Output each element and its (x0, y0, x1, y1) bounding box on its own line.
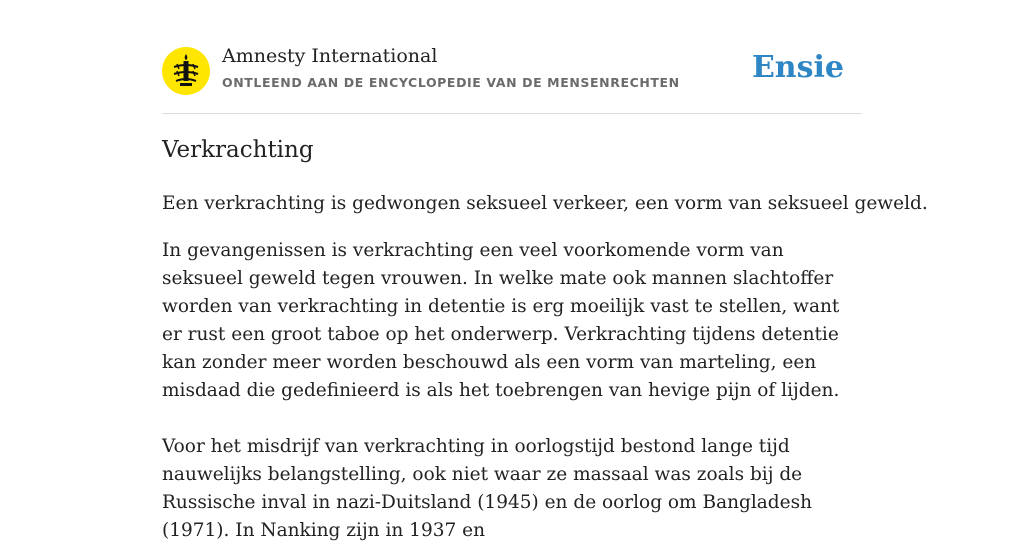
article-paragraph-3: Voor het misdrijf van verkrachting in oorlogstijd bestond lange tijd nauwelijks belangstelling, ook niet waar ze massaal was zoals bij de Russische inval in nazi-Duitsland (1945) en de oorlog om Bangladesh (1971). In Nanking zijn in 1937 en (162, 436, 813, 541)
ensie-brand-logo[interactable]: Ensie (751, 50, 844, 85)
article-paragraph-2: In gevangenissen is verkrachting een veel voorkomende vorm van seksueel geweld tegen vrouwen. In welke mate ook mannen slachtoffer worden van verkrachting in detentie is erg moeilijk vast te stellen, want er rust een groot taboe op het onderwerp. Verkrachting tijdens detentie kan zonder meer worden beschouwd als een vorm van marteling, een misdaad die gedefinieerd is als het toebrengen van hevige pijn of lijden. (162, 240, 840, 401)
article-paragraph-1: Een verkrachting is gedwongen seksueel verkeer, een vorm van seksueel geweld. (162, 193, 928, 214)
org-subtitle: ONTLEEND AAN DE ENCYCLOPEDIE VAN DE MENSENRECHTEN (222, 75, 680, 90)
article-page (162, 0, 928, 541)
org-name[interactable]: Amnesty International (222, 45, 438, 67)
article-title: Verkrachting (162, 137, 314, 163)
candle-barbed-wire-icon[interactable] (162, 47, 210, 95)
site-header (162, 0, 862, 114)
